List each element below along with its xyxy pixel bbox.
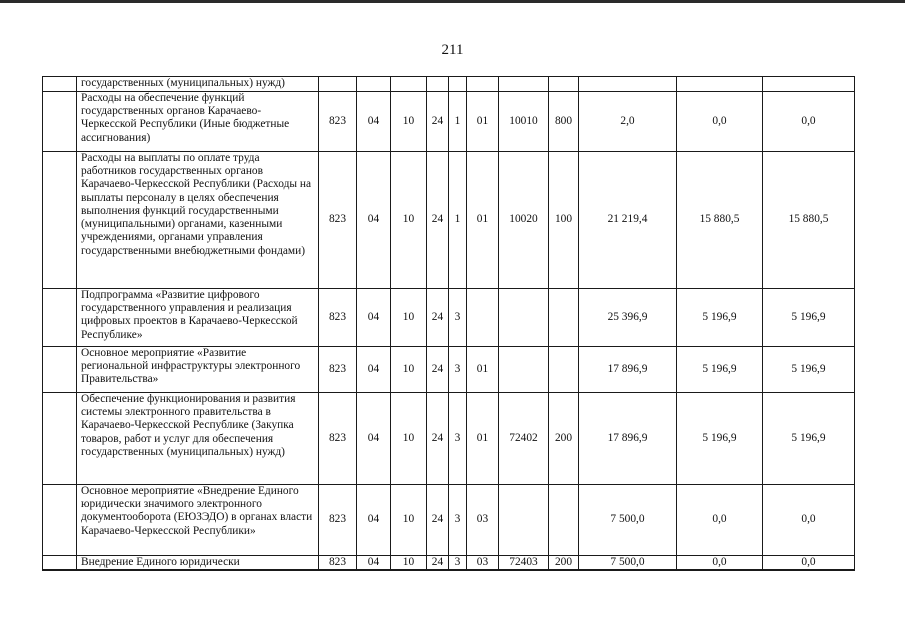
subsection-code-cell: 10 (391, 485, 427, 556)
ministry-code-cell: 823 (319, 152, 357, 289)
program-code-cell: 24 (427, 289, 449, 347)
amount-year2-cell: 0,0 (677, 92, 763, 152)
row-name-cell: Основное мероприятие «Развитие региональной инфраструктуры электронного Правительства» (77, 347, 319, 393)
subprogram-code-cell: 3 (449, 556, 467, 571)
subsection-code-cell: 10 (391, 289, 427, 347)
section-code-cell: 04 (357, 92, 391, 152)
direction-code-cell: 10010 (499, 92, 549, 152)
row-name-cell: государственных (муниципальных) нужд) (77, 77, 319, 92)
subsection-code-cell: 10 (391, 152, 427, 289)
amount-year1-cell: 7 500,0 (579, 485, 677, 556)
section-code-cell (357, 77, 391, 92)
row-index-cell (43, 152, 77, 289)
expense-type-code-cell: 800 (549, 92, 579, 152)
amount-year3-cell: 15 880,5 (763, 152, 855, 289)
program-code-cell: 24 (427, 347, 449, 393)
amount-year3-cell: 0,0 (763, 92, 855, 152)
ministry-code-cell: 823 (319, 393, 357, 485)
subprogram-code-cell: 3 (449, 485, 467, 556)
subsection-code-cell (391, 77, 427, 92)
scan-top-border (0, 0, 905, 3)
row-index-cell (43, 92, 77, 152)
section-code-cell: 04 (357, 485, 391, 556)
program-code-cell: 24 (427, 92, 449, 152)
amount-year2-cell: 5 196,9 (677, 347, 763, 393)
row-name-cell: Расходы на обеспечение функций государственных органов Карачаево-Черкесской Республики (Иные бюджетные ассигнования) (77, 92, 319, 152)
amount-year1-cell: 7 500,0 (579, 556, 677, 571)
subprogram-code-cell: 3 (449, 347, 467, 393)
subprogram-code-cell (449, 77, 467, 92)
section-code-cell: 04 (357, 347, 391, 393)
amount-year3-cell: 5 196,9 (763, 347, 855, 393)
amount-year3-cell (763, 77, 855, 92)
direction-code-cell: 72402 (499, 393, 549, 485)
table-row (43, 289, 855, 347)
amount-year2-cell: 15 880,5 (677, 152, 763, 289)
amount-year2-cell: 5 196,9 (677, 289, 763, 347)
direction-code-cell (499, 485, 549, 556)
row-name-cell: Расходы на выплаты по оплате труда работников государственных органов Карачаево-Черкесской Республики (Расходы на выплаты персоналу в целях обеспечения выполнения функций государственными (муниципальными) органами, казенными учреждениями, органами управления государственными внебюджетными фондами) (77, 152, 319, 289)
amount-year3-cell: 0,0 (763, 485, 855, 556)
row-name-cell: Внедрение Единого юридически (77, 556, 319, 571)
row-index-cell (43, 485, 77, 556)
amount-year3-cell: 5 196,9 (763, 393, 855, 485)
section-code-cell: 04 (357, 152, 391, 289)
table-row (43, 347, 855, 393)
activity-code-cell: 01 (467, 347, 499, 393)
program-code-cell: 24 (427, 152, 449, 289)
subprogram-code-cell: 1 (449, 92, 467, 152)
activity-code-cell: 01 (467, 92, 499, 152)
direction-code-cell (499, 289, 549, 347)
row-name-cell: Обеспечение функционирования и развития системы электронного правительства в Карачаево-Черкесской Республике (Закупка товаров, работ и услуг для обеспечения государственных (муниципальных) нужд) (77, 393, 319, 485)
amount-year1-cell: 25 396,9 (579, 289, 677, 347)
ministry-code-cell: 823 (319, 289, 357, 347)
row-name-cell: Подпрограмма «Развитие цифрового государственного управления и реализация цифровых проектов в Карачаево-Черкесской Республике» (77, 289, 319, 347)
amount-year1-cell: 17 896,9 (579, 347, 677, 393)
table-row (43, 556, 855, 571)
amount-year2-cell: 0,0 (677, 485, 763, 556)
program-code-cell: 24 (427, 393, 449, 485)
subprogram-code-cell: 1 (449, 152, 467, 289)
direction-code-cell (499, 77, 549, 92)
expense-type-code-cell (549, 485, 579, 556)
expense-type-code-cell: 200 (549, 393, 579, 485)
ministry-code-cell: 823 (319, 347, 357, 393)
direction-code-cell: 10020 (499, 152, 549, 289)
program-code-cell: 24 (427, 485, 449, 556)
ministry-code-cell: 823 (319, 485, 357, 556)
ministry-code-cell: 823 (319, 556, 357, 571)
amount-year1-cell: 2,0 (579, 92, 677, 152)
expense-type-code-cell (549, 77, 579, 92)
amount-year2-cell: 0,0 (677, 556, 763, 571)
amount-year2-cell: 5 196,9 (677, 393, 763, 485)
amount-year1-cell (579, 77, 677, 92)
budget-table (42, 76, 855, 571)
activity-code-cell (467, 289, 499, 347)
activity-code-cell: 01 (467, 152, 499, 289)
activity-code-cell (467, 77, 499, 92)
row-index-cell (43, 393, 77, 485)
page-number: 211 (441, 42, 464, 58)
expense-type-code-cell (549, 347, 579, 393)
table-row (43, 92, 855, 152)
subprogram-code-cell: 3 (449, 393, 467, 485)
subsection-code-cell: 10 (391, 556, 427, 571)
direction-code-cell (499, 347, 549, 393)
subsection-code-cell: 10 (391, 347, 427, 393)
expense-type-code-cell: 200 (549, 556, 579, 571)
row-name-cell: Основное мероприятие «Внедрение Единого юридически значимого электронного документооборота (ЕЮЗЭДО) в органах власти Карачаево-Черкесской Республики» (77, 485, 319, 556)
table-row (43, 77, 855, 92)
subsection-code-cell: 10 (391, 92, 427, 152)
ministry-code-cell (319, 77, 357, 92)
section-code-cell: 04 (357, 289, 391, 347)
section-code-cell: 04 (357, 393, 391, 485)
activity-code-cell: 01 (467, 393, 499, 485)
program-code-cell: 24 (427, 556, 449, 571)
amount-year2-cell (677, 77, 763, 92)
expense-type-code-cell: 100 (549, 152, 579, 289)
amount-year3-cell: 0,0 (763, 556, 855, 571)
ministry-code-cell: 823 (319, 92, 357, 152)
amount-year1-cell: 17 896,9 (579, 393, 677, 485)
direction-code-cell: 72403 (499, 556, 549, 571)
row-index-cell (43, 347, 77, 393)
subprogram-code-cell: 3 (449, 289, 467, 347)
table-row (43, 393, 855, 485)
table-row (43, 152, 855, 289)
amount-year1-cell: 21 219,4 (579, 152, 677, 289)
table-row (43, 485, 855, 556)
section-code-cell: 04 (357, 556, 391, 571)
program-code-cell (427, 77, 449, 92)
subsection-code-cell: 10 (391, 393, 427, 485)
row-index-cell (43, 556, 77, 571)
expense-type-code-cell (549, 289, 579, 347)
row-index-cell (43, 289, 77, 347)
activity-code-cell: 03 (467, 485, 499, 556)
amount-year3-cell: 5 196,9 (763, 289, 855, 347)
activity-code-cell: 03 (467, 556, 499, 571)
row-index-cell (43, 77, 77, 92)
